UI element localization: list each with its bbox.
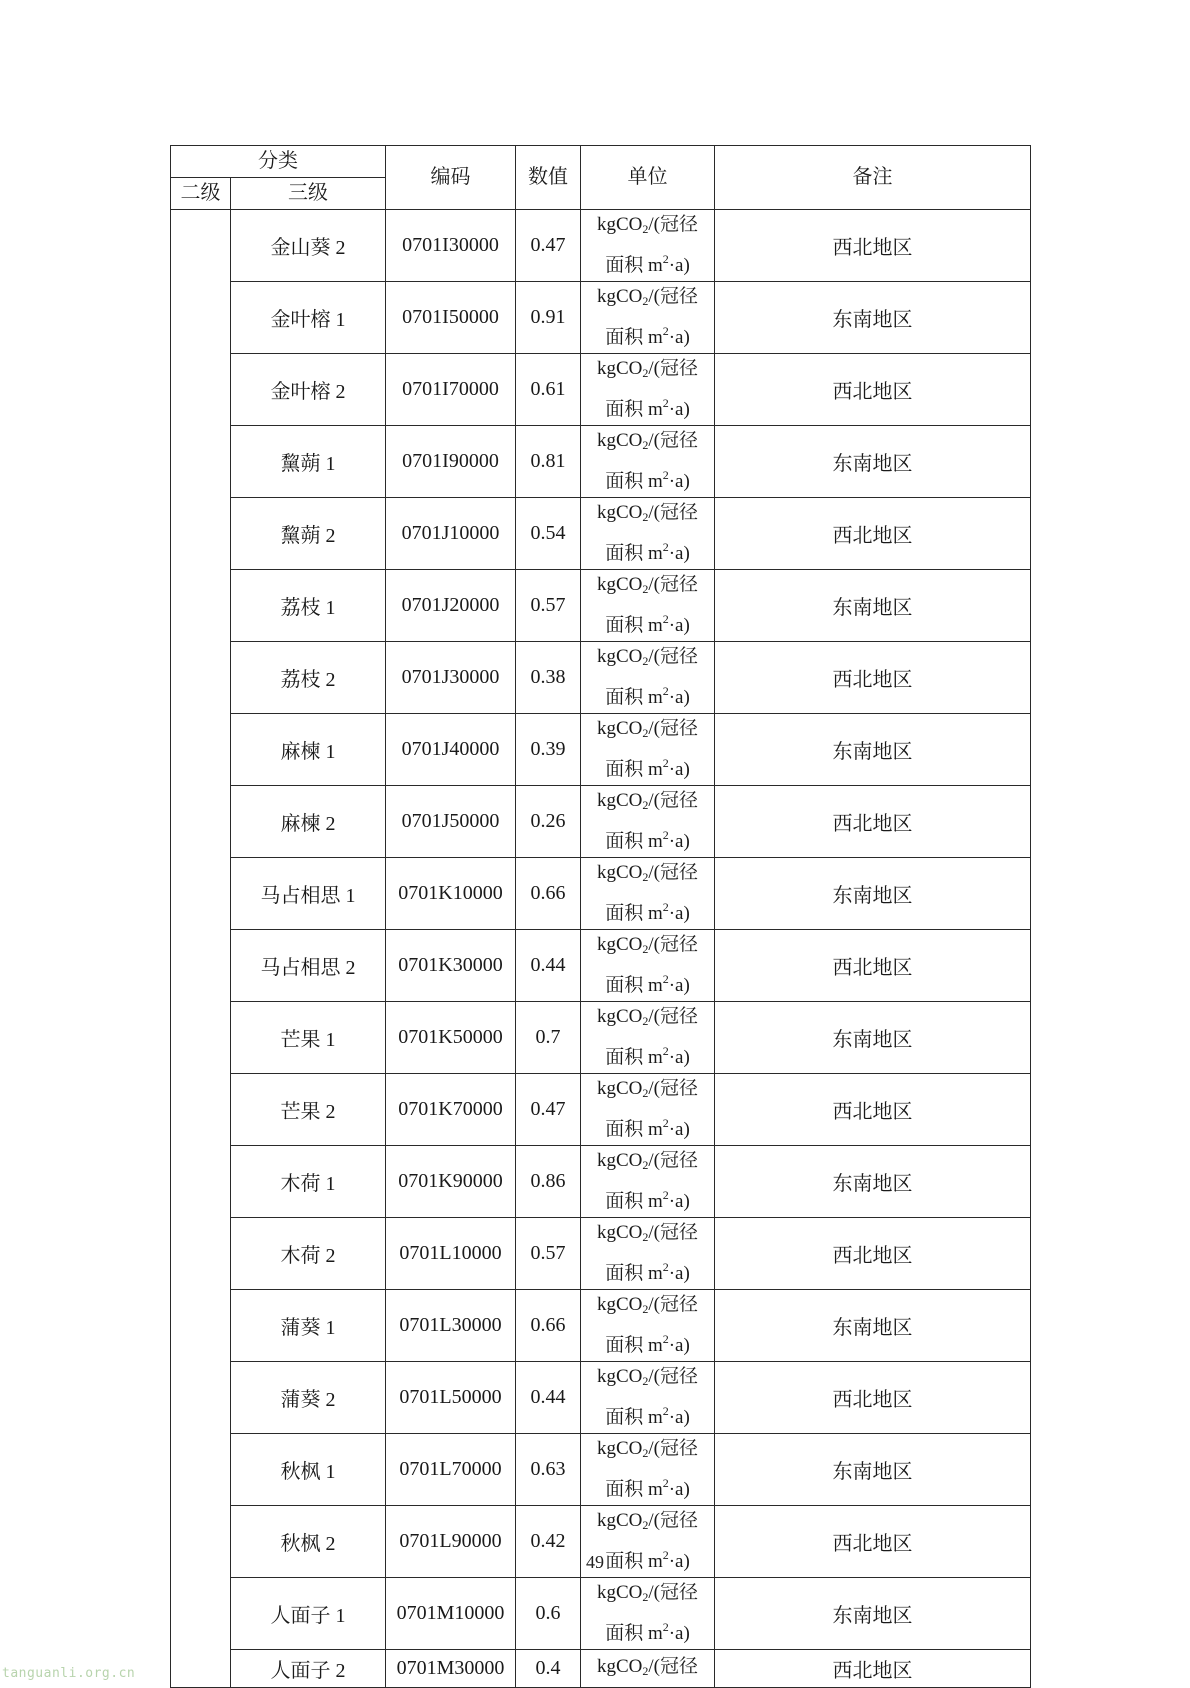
table-row [171, 498, 1031, 570]
cell-remark: 东南地区 [715, 858, 1031, 930]
unit-line-1: kgCO$_2$/(冠径 [596, 502, 698, 524]
cell-value: 0.26 [516, 786, 581, 858]
unit-line-2: 面积 $m^2\cdot a$) [605, 1044, 690, 1068]
table-row [171, 714, 1031, 786]
cell-unit [581, 858, 715, 930]
cell-code: 0701I30000 [386, 210, 516, 282]
cell-remark: 西北地区 [715, 498, 1031, 570]
unit-line-2: 面积 $m^2\cdot a$) [605, 468, 690, 492]
unit-line-1: kgCO$_2$/(冠径 [596, 1222, 698, 1244]
cell-remark: 西北地区 [715, 354, 1031, 426]
unit-line-2: 面积 $m^2\cdot a$) [605, 1620, 690, 1644]
cell-unit [581, 498, 715, 570]
unit-line-1: kgCO$_2$/(冠径 [596, 430, 698, 452]
cell-code: 0701K70000 [386, 1074, 516, 1146]
cell-species-name: 蒲葵 2 [231, 1362, 386, 1434]
cell-unit [581, 570, 715, 642]
cell-code: 0701K50000 [386, 1002, 516, 1074]
unit-line-1: kgCO$_2$/(冠径 [596, 214, 698, 236]
cell-unit [581, 642, 715, 714]
header-value: 数值 [516, 146, 581, 210]
cell-code: 0701L50000 [386, 1362, 516, 1434]
cell-value: 0.38 [516, 642, 581, 714]
unit-line-2: 面积 $m^2\cdot a$) [605, 252, 690, 276]
cell-code: 0701J40000 [386, 714, 516, 786]
header-level3: 三级 [231, 178, 386, 210]
cell-level2-empty [171, 210, 231, 1688]
cell-species-name: 麻楝 1 [231, 714, 386, 786]
cell-unit [581, 354, 715, 426]
cell-value: 0.81 [516, 426, 581, 498]
cell-unit [581, 210, 715, 282]
table-row [171, 1290, 1031, 1362]
unit-line-1: kgCO$_2$/(冠径 [596, 286, 698, 308]
cell-species-name: 金叶榕 1 [231, 282, 386, 354]
header-level2: 二级 [171, 178, 231, 210]
cell-remark: 东南地区 [715, 1434, 1031, 1506]
cell-code: 0701K90000 [386, 1146, 516, 1218]
page-number: 49 [586, 1552, 604, 1572]
cell-remark: 东南地区 [715, 570, 1031, 642]
cell-unit [581, 786, 715, 858]
unit-line-1: kgCO$_2$/(冠径 [596, 1150, 698, 1172]
cell-species-name: 芒果 2 [231, 1074, 386, 1146]
header-category: 分类 [171, 146, 386, 178]
cell-species-name: 木荷 1 [231, 1146, 386, 1218]
cell-value: 0.7 [516, 1002, 581, 1074]
unit-line-2: 面积 $m^2\cdot a$) [605, 396, 690, 420]
cell-code: 0701L30000 [386, 1290, 516, 1362]
cell-value: 0.66 [516, 858, 581, 930]
table-row [171, 1218, 1031, 1290]
unit-line-2: 面积 $m^2\cdot a$) [605, 612, 690, 636]
cell-code: 0701L10000 [386, 1218, 516, 1290]
cell-code: 0701J20000 [386, 570, 516, 642]
cell-value: 0.63 [516, 1434, 581, 1506]
cell-value: 0.66 [516, 1290, 581, 1362]
unit-line-2: 面积 $m^2\cdot a$) [605, 1116, 690, 1140]
cell-species-name: 人面子 1 [231, 1578, 386, 1650]
cell-code: 0701J10000 [386, 498, 516, 570]
cell-code: 0701L90000 [386, 1506, 516, 1578]
cell-species-name: 麻楝 2 [231, 786, 386, 858]
cell-value: 0.61 [516, 354, 581, 426]
unit-line-1: kgCO$_2$/(冠径 [596, 1510, 698, 1532]
cell-species-name: 金叶榕 2 [231, 354, 386, 426]
cell-unit [581, 282, 715, 354]
cell-species-name: 蒲葵 1 [231, 1290, 386, 1362]
cell-species-name: 黧蒴 1 [231, 426, 386, 498]
unit-line-1: kgCO$_2$/(冠径 [596, 862, 698, 884]
cell-species-name: 秋枫 2 [231, 1506, 386, 1578]
cell-remark: 西北地区 [715, 1362, 1031, 1434]
cell-species-name: 金山葵 2 [231, 210, 386, 282]
cell-remark: 西北地区 [715, 1650, 1031, 1688]
header-code: 编码 [386, 146, 516, 210]
cell-remark: 西北地区 [715, 1506, 1031, 1578]
cell-remark: 西北地区 [715, 210, 1031, 282]
unit-line-2: 面积 $m^2\cdot a$) [605, 1404, 690, 1428]
cell-remark: 西北地区 [715, 1218, 1031, 1290]
unit-line-1: kgCO$_2$/(冠径 [596, 1006, 698, 1028]
table-row [171, 1434, 1031, 1506]
cell-value: 0.39 [516, 714, 581, 786]
cell-value: 0.47 [516, 1074, 581, 1146]
cell-unit [581, 930, 715, 1002]
unit-line-1: kgCO$_2$/(冠径 [596, 1294, 698, 1316]
cell-species-name: 马占相思 2 [231, 930, 386, 1002]
unit-line-1: kgCO$_2$/(冠径 [596, 718, 698, 740]
unit-line-2: 面积 $m^2\cdot a$) [605, 1332, 690, 1356]
unit-line-2: 面积 $m^2\cdot a$) [605, 1188, 690, 1212]
table-row [171, 210, 1031, 282]
cell-remark: 西北地区 [715, 930, 1031, 1002]
cell-unit [581, 1290, 715, 1362]
cell-unit [581, 1578, 715, 1650]
unit-line-1: kgCO$_2$/(冠径 [596, 1366, 698, 1388]
unit-line-1: kgCO$_2$/(冠径 [596, 790, 698, 812]
table-body [171, 210, 1031, 1688]
table-row [171, 1362, 1031, 1434]
cell-species-name: 人面子 2 [231, 1650, 386, 1688]
cell-code: 0701J30000 [386, 642, 516, 714]
cell-remark: 西北地区 [715, 642, 1031, 714]
cell-value: 0.86 [516, 1146, 581, 1218]
cell-unit [581, 1002, 715, 1074]
table-header [171, 146, 1031, 210]
unit-line-2: 面积 $m^2\cdot a$) [605, 1548, 690, 1572]
unit-line-2: 面积 $m^2\cdot a$) [605, 1260, 690, 1284]
table-row [171, 426, 1031, 498]
unit-line-2: 面积 $m^2\cdot a$) [605, 1476, 690, 1500]
cell-remark: 东南地区 [715, 1002, 1031, 1074]
cell-unit [581, 1218, 715, 1290]
cell-unit [581, 1650, 715, 1688]
table-row [171, 282, 1031, 354]
cell-unit [581, 714, 715, 786]
cell-code: 0701J50000 [386, 786, 516, 858]
cell-species-name: 黧蒴 2 [231, 498, 386, 570]
cell-unit [581, 1362, 715, 1434]
cell-code: 0701I50000 [386, 282, 516, 354]
cell-species-name: 荔枝 2 [231, 642, 386, 714]
cell-value: 0.91 [516, 282, 581, 354]
unit-line-2: 面积 $m^2\cdot a$) [605, 324, 690, 348]
unit-line-1: kgCO$_2$/(冠径 [596, 358, 698, 380]
table-row [171, 1074, 1031, 1146]
unit-line-2: 面积 $m^2\cdot a$) [605, 828, 690, 852]
cell-species-name: 秋枫 1 [231, 1434, 386, 1506]
unit-line-1: kgCO$_2$/(冠径 [596, 1582, 698, 1604]
cell-value: 0.42 [516, 1506, 581, 1578]
emission-factor-table [170, 145, 1031, 1688]
cell-remark: 东南地区 [715, 1146, 1031, 1218]
table-row [171, 786, 1031, 858]
cell-code: 0701K10000 [386, 858, 516, 930]
cell-species-name: 荔枝 1 [231, 570, 386, 642]
unit-line-2: 面积 $m^2\cdot a$) [605, 684, 690, 708]
table-row [171, 570, 1031, 642]
cell-code: 0701I90000 [386, 426, 516, 498]
cell-unit [581, 1146, 715, 1218]
cell-value: 0.4 [516, 1650, 581, 1688]
table-row [171, 858, 1031, 930]
cell-species-name: 芒果 1 [231, 1002, 386, 1074]
table-row [171, 930, 1031, 1002]
cell-remark: 东南地区 [715, 714, 1031, 786]
table-row [171, 354, 1031, 426]
unit-line-1: kgCO$_2$/(冠径 [596, 1078, 698, 1100]
unit-line-1: kgCO$_2$/(冠径 [596, 646, 698, 668]
cell-code: 0701M30000 [386, 1650, 516, 1688]
unit-line-2: 面积 $m^2\cdot a$) [605, 900, 690, 924]
table-row [171, 1650, 1031, 1688]
unit-line-2: 面积 $m^2\cdot a$) [605, 972, 690, 996]
cell-value: 0.57 [516, 1218, 581, 1290]
unit-line-1: kgCO$_2$/(冠径 [596, 1655, 698, 1678]
cell-value: 0.54 [516, 498, 581, 570]
unit-line-1: kgCO$_2$/(冠径 [596, 1438, 698, 1460]
cell-remark: 东南地区 [715, 1290, 1031, 1362]
cell-remark: 东南地区 [715, 282, 1031, 354]
cell-value: 0.44 [516, 930, 581, 1002]
table-row [171, 642, 1031, 714]
cell-species-name: 木荷 2 [231, 1218, 386, 1290]
unit-line-1: kgCO$_2$/(冠径 [596, 574, 698, 596]
cell-code: 0701K30000 [386, 930, 516, 1002]
cell-remark: 东南地区 [715, 426, 1031, 498]
cell-unit [581, 426, 715, 498]
cell-value: 0.44 [516, 1362, 581, 1434]
cell-code: 0701I70000 [386, 354, 516, 426]
cell-unit [581, 1434, 715, 1506]
unit-line-2: 面积 $m^2\cdot a$) [605, 540, 690, 564]
cell-remark: 东南地区 [715, 1578, 1031, 1650]
unit-line-1: kgCO$_2$/(冠径 [596, 934, 698, 956]
cell-value: 0.6 [516, 1578, 581, 1650]
cell-value: 0.57 [516, 570, 581, 642]
unit-line-2: 面积 $m^2\cdot a$) [605, 756, 690, 780]
cell-code: 0701L70000 [386, 1434, 516, 1506]
watermark: tanguanli.org.cn [2, 1666, 136, 1681]
table-row [171, 1578, 1031, 1650]
cell-code: 0701M10000 [386, 1578, 516, 1650]
cell-remark: 西北地区 [715, 1074, 1031, 1146]
cell-remark: 西北地区 [715, 786, 1031, 858]
header-unit: 单位 [581, 146, 715, 210]
cell-species-name: 马占相思 1 [231, 858, 386, 930]
cell-unit [581, 1074, 715, 1146]
header-remark: 备注 [715, 146, 1031, 210]
table-row [171, 1002, 1031, 1074]
cell-value: 0.47 [516, 210, 581, 282]
table-row [171, 1146, 1031, 1218]
